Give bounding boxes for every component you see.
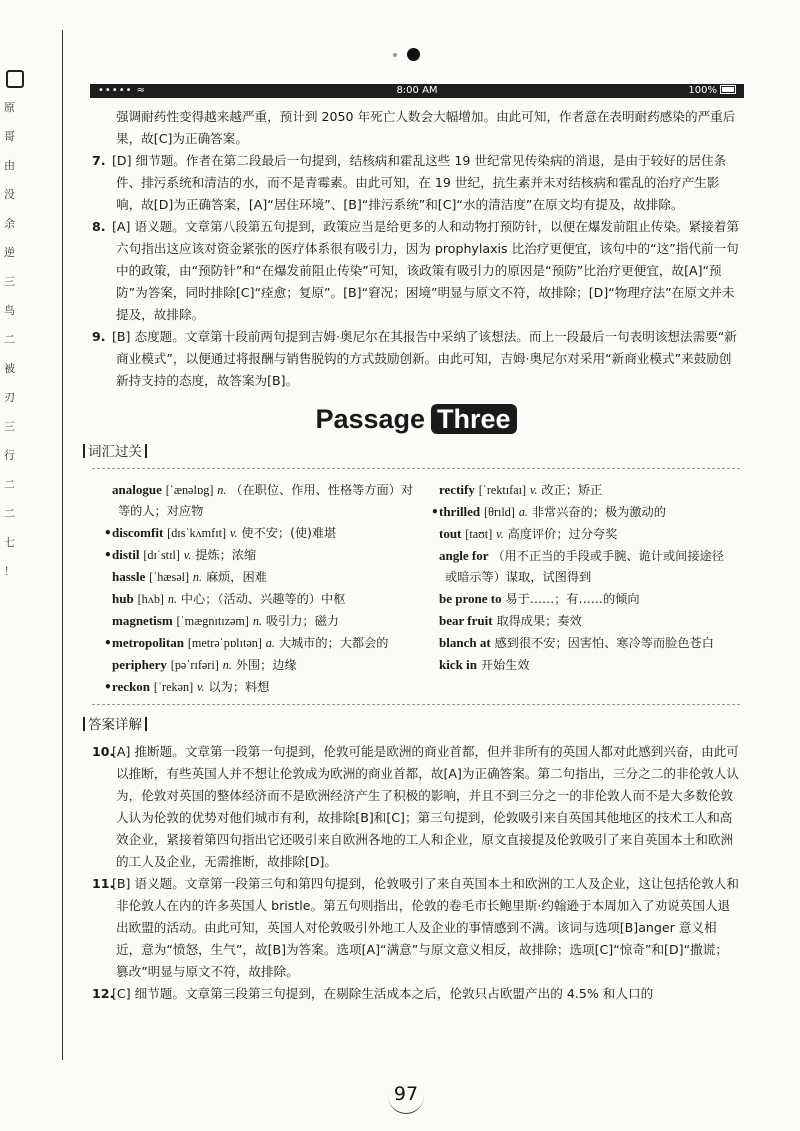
answer-item <box>92 983 740 1005</box>
vocab-pronunciation: [ˈhæsəl] <box>149 570 190 584</box>
vocab-definition: 开始生效 <box>480 658 530 672</box>
vocab-section-label <box>80 442 740 462</box>
vocab-pos: n. <box>192 570 203 584</box>
vocab-pos: v. <box>229 526 238 540</box>
signal-indicator: ••••• ≈ <box>98 85 147 96</box>
vocab-left-column <box>104 479 419 698</box>
answer-item <box>92 326 740 392</box>
margin-char: 余 <box>4 217 15 230</box>
margin-char: ！ <box>4 565 15 578</box>
margin-text-column <box>4 102 30 577</box>
vocab-pronunciation: [ˈænəlɒg] <box>165 483 214 497</box>
star-icon: • <box>104 548 112 562</box>
answer-item <box>92 741 740 873</box>
margin-char: 三 <box>4 420 15 433</box>
vocab-entry <box>104 654 419 676</box>
margin-char: 七 <box>4 536 15 549</box>
star-icon: • <box>104 680 112 694</box>
divider <box>92 468 740 469</box>
vocab-pos: n. <box>222 658 232 672</box>
answer-item <box>92 106 740 150</box>
margin-char: 二 <box>4 478 15 491</box>
margin-tab-icon <box>6 70 24 88</box>
margin-char: 逆 <box>4 246 15 259</box>
label-bar-left <box>83 717 85 731</box>
vocab-word: hassle <box>112 569 146 584</box>
margin-char: 三 <box>4 275 15 288</box>
item-number: 9. <box>92 329 106 344</box>
vocab-entry <box>104 522 419 544</box>
battery-percent: 100% <box>688 85 717 96</box>
page-content <box>88 106 740 1005</box>
page-number <box>382 1074 430 1116</box>
margin-char: 二 <box>4 333 15 346</box>
vocab-pronunciation: [dɪsˈkʌmfɪt] <box>167 526 227 540</box>
item-text: [D] 细节题。作者在第二段最后一句提到，结核病和霍乱这些 19 世纪常见传染病的消退，是由于较好的居住条件、排污系统和清洁的水，而不是青霉素。由此可知，在 19 世纪，抗生素并未对结核病和霍乱的治疗产生影响，故[D]为正确答案，[A]“居住环境”、[B]“排污系统”和[C]“水的清洁度”在原文均有提及，故排除。 <box>112 153 727 212</box>
vocab-definition: 大城市的；大都会的 <box>278 636 389 650</box>
margin-char: 原 <box>4 101 15 114</box>
item-text: [B] 语义题。文章第一段第三句和第四句提到，伦敦吸引了来自英国本土和欧洲的工人及企业，这让包括伦敦人和非伦敦人在内的许多英国人 bristle。第五句则指出，伦敦的卷毛市长鲍里斯·约翰逊于本周加入了劝说英国人退出欧盟的活动。由此可知，英国人对伦敦吸引外地工人及企业的事情感到不满。该词与选项[B]anger 意义相近，意为“愤怒，生气”，故[B]为答案。选项[A]“满意”与原文意义相反，故排除；选项[C]“惊奇”和[D]“撒谎；篡改”明显与原文不符，故排除。 <box>112 876 739 979</box>
vocab-pronunciation: [metrəˈpɒlɪtən] <box>187 636 262 650</box>
vocab-definition: （用不正当的手段或手腕、诡计或间接途径或暗示等）谋取，试图得到 <box>445 549 724 584</box>
vocab-definition: 提炼；浓缩 <box>195 548 257 562</box>
vocab-definition: 外围；边缘 <box>235 658 297 672</box>
camera-dot <box>407 48 420 61</box>
vocab-entry <box>431 501 736 523</box>
vocab-pronunciation: [dɪˈstɪl] <box>143 548 180 562</box>
divider <box>92 704 740 705</box>
vocab-definition: 中心；（活动、兴趣等的）中枢 <box>180 592 346 606</box>
vocab-entry <box>431 545 736 588</box>
item-number: 12. <box>92 986 115 1001</box>
vocab-word: periphery <box>112 657 167 672</box>
vocab-entry <box>104 544 419 566</box>
status-time: 8:00 AM <box>396 85 438 96</box>
vocab-word: hub <box>112 591 134 606</box>
vocab-word: angle for <box>439 548 489 563</box>
vocab-entry <box>431 654 736 676</box>
vocab-word: blanch at <box>439 635 491 650</box>
left-margin-notes <box>4 70 30 595</box>
answer-explanations <box>92 741 740 1005</box>
item-number: 8. <box>92 219 106 234</box>
vocab-definition: 以为；料想 <box>208 680 270 694</box>
answers-label-text: 答案详解 <box>88 717 142 733</box>
item-text: [A] 推断题。文章第一段第一句提到，伦敦可能是欧洲的商业首都，但并非所有的英国人都对此感到兴奋，由此可以推断，有些英国人并不想让伦敦成为欧洲的商业首都，故[A]为正确答案。第二句指出，三分之二的非伦敦人认为，伦敦对英国的整体经济而不是欧洲经济产生了积极的影响，并且不到三分之一的非伦敦人而不是大多数伦敦人认为伦敦的优势对他们城市有利，故排除[B]和[C]；第三句提到，伦敦吸引来自英国其他地区的技术工人和高效企业，紧接着第四句指出它还吸引来自欧洲各地的工人和企业，原文直接提及伦敦吸引了来自英国本土和欧洲的工人及企业，无需推断，故排除[D]。 <box>112 744 739 869</box>
vocab-word: bear fruit <box>439 613 493 628</box>
vocab-definition: 取得成果；奏效 <box>496 614 582 628</box>
margin-char: 没 <box>4 188 15 201</box>
vocab-entry <box>104 566 419 588</box>
vocab-definition: （在职位、作用、性格等方面）对等的人；对应物 <box>118 483 414 518</box>
vocab-pos: v. <box>529 483 538 497</box>
passage-heading <box>92 404 740 434</box>
item-text: 强调耐药性变得越来越严重，预计到 2050 年死亡人数会大幅增加。由此可知，作者意在表明耐药感染的严重后果，故[C]为正确答案。 <box>116 109 736 146</box>
vocab-word: distil <box>112 547 140 562</box>
vocab-pos: v. <box>496 527 504 541</box>
vocab-word: tout <box>439 526 462 541</box>
vocab-definition: 易于……；有……的倾向 <box>505 592 640 606</box>
answer-item <box>92 150 740 216</box>
answers-section-label <box>80 715 740 735</box>
previous-answers <box>92 106 740 392</box>
vocab-word: be prone to <box>439 591 502 606</box>
margin-char: 二 <box>4 507 15 520</box>
vocab-word: magnetism <box>112 613 173 628</box>
vocab-entry <box>431 523 736 545</box>
status-bar <box>90 84 744 98</box>
margin-char: 刃 <box>4 391 15 404</box>
label-bar-right <box>145 717 147 731</box>
vocab-entry <box>431 479 736 501</box>
vocab-entry <box>104 479 419 522</box>
margin-char: 哥 <box>4 130 15 143</box>
vocab-entry <box>104 632 419 654</box>
vocab-pronunciation: [taʊt] <box>465 527 493 541</box>
vocab-definition: 麻烦，困难 <box>205 570 267 584</box>
passage-word: Passage <box>315 404 426 434</box>
vocab-entry <box>104 588 419 610</box>
sensor-dot <box>393 53 397 57</box>
item-text: [C] 细节题。文章第三段第三句提到，在剔除生活成本之后，伦敦只占欧盟产出的 4.5% 和人口的 <box>112 986 654 1001</box>
margin-char: 被 <box>4 362 15 375</box>
item-text: [B] 态度题。文章第十段前两句提到吉姆·奥尼尔在其报告中采纳了该想法。而上一段最后一句表明该想法需要“新商业模式”，以便通过将报酬与销售脱钩的方式鼓励创新。由此可知，吉姆·奥尼尔对采用“新商业模式”来鼓励创新持支持的态度，故答案为[B]。 <box>112 329 737 388</box>
vocab-pos: v. <box>183 548 192 562</box>
page-number-arc <box>388 1077 424 1114</box>
vocab-word: analogue <box>112 482 162 497</box>
vocab-pronunciation: [ˈmægnɪtɪzəm] <box>176 614 249 628</box>
vocab-entry <box>431 632 736 654</box>
star-icon: • <box>104 526 112 540</box>
vocab-word: discomfit <box>112 525 164 540</box>
vocab-pos: n. <box>252 614 262 628</box>
vocab-definition: 感到很不安；因害怕、寒冷等而脸色苍白 <box>494 636 714 650</box>
vocab-label-text: 词汇过关 <box>88 444 142 460</box>
vocab-box <box>92 479 740 704</box>
vocab-word: rectify <box>439 482 475 497</box>
vocab-pronunciation: [ˈrektɪfaɪ] <box>478 483 527 497</box>
vocab-pronunciation: [pəˈrɪfəri] <box>170 658 219 672</box>
item-number: 7. <box>92 153 106 168</box>
vocab-definition: 高度评价；过分夸奖 <box>507 527 618 541</box>
vocab-pos: a. <box>518 505 528 519</box>
vocab-entry <box>104 676 419 698</box>
vocab-right-column <box>431 479 736 698</box>
vocab-word: thrilled <box>439 504 481 519</box>
vocab-entry <box>104 610 419 632</box>
vocab-pos: n. <box>167 592 177 606</box>
star-icon: • <box>104 636 112 650</box>
vocab-word: reckon <box>112 679 151 694</box>
page-number-text: 97 <box>393 1083 419 1105</box>
vocab-word: kick in <box>439 657 477 672</box>
item-number: 10. <box>92 744 115 759</box>
vocab-pronunciation: [θrɪld] <box>484 505 515 519</box>
vocab-entry <box>431 588 736 610</box>
vocab-pronunciation: [ˈrekən] <box>153 680 194 694</box>
battery-indicator <box>688 84 736 98</box>
vocab-pronunciation: [hʌb] <box>137 592 164 606</box>
label-bar-right <box>145 444 147 458</box>
binding-line <box>62 30 63 1060</box>
vocab-entry <box>431 610 736 632</box>
margin-char: 行 <box>4 449 15 462</box>
vocab-pos: v. <box>197 680 205 694</box>
battery-icon <box>720 85 736 94</box>
vocab-pos: a. <box>265 636 275 650</box>
passage-number: Three <box>431 404 517 434</box>
item-number: 11. <box>92 876 115 891</box>
star-icon: • <box>431 505 439 519</box>
answer-item <box>92 873 740 983</box>
vocab-word: metropolitan <box>112 635 184 650</box>
vocab-definition: 改正；矫正 <box>541 483 603 497</box>
vocab-definition: 非常兴奋的；极为激动的 <box>531 505 666 519</box>
label-bar-left <box>83 444 85 458</box>
vocab-definition: 吸引力；磁力 <box>265 614 339 628</box>
vocab-definition: 使不安；(使)难堪 <box>241 526 337 540</box>
vocab-pos: n. <box>217 483 227 497</box>
item-text: [A] 语义题。文章第八段第五句提到，政策应当是给更多的人和动物打预防针，以便在爆发前阻止传染。紧接着第六句指出这应该对资金紧张的医疗体系很有吸引力，因为 prophylaxis 比治疗更便宜，该句中的“这”指代前一句中的政策，由“预防针”和“在爆发前阻止传染”可知，该政策有吸引力的原因是“预防”比治疗更便宜，故[A]“预防”为答案，同时排除[C]“痊愈；复原”。[B]“窘况；困境”明显与原文不符，故排除；[D]“物理疗法”在原文并未提及，故排除。 <box>112 219 739 322</box>
answer-item <box>92 216 740 326</box>
margin-char: 由 <box>4 159 15 172</box>
margin-char: 鸟 <box>4 304 15 317</box>
